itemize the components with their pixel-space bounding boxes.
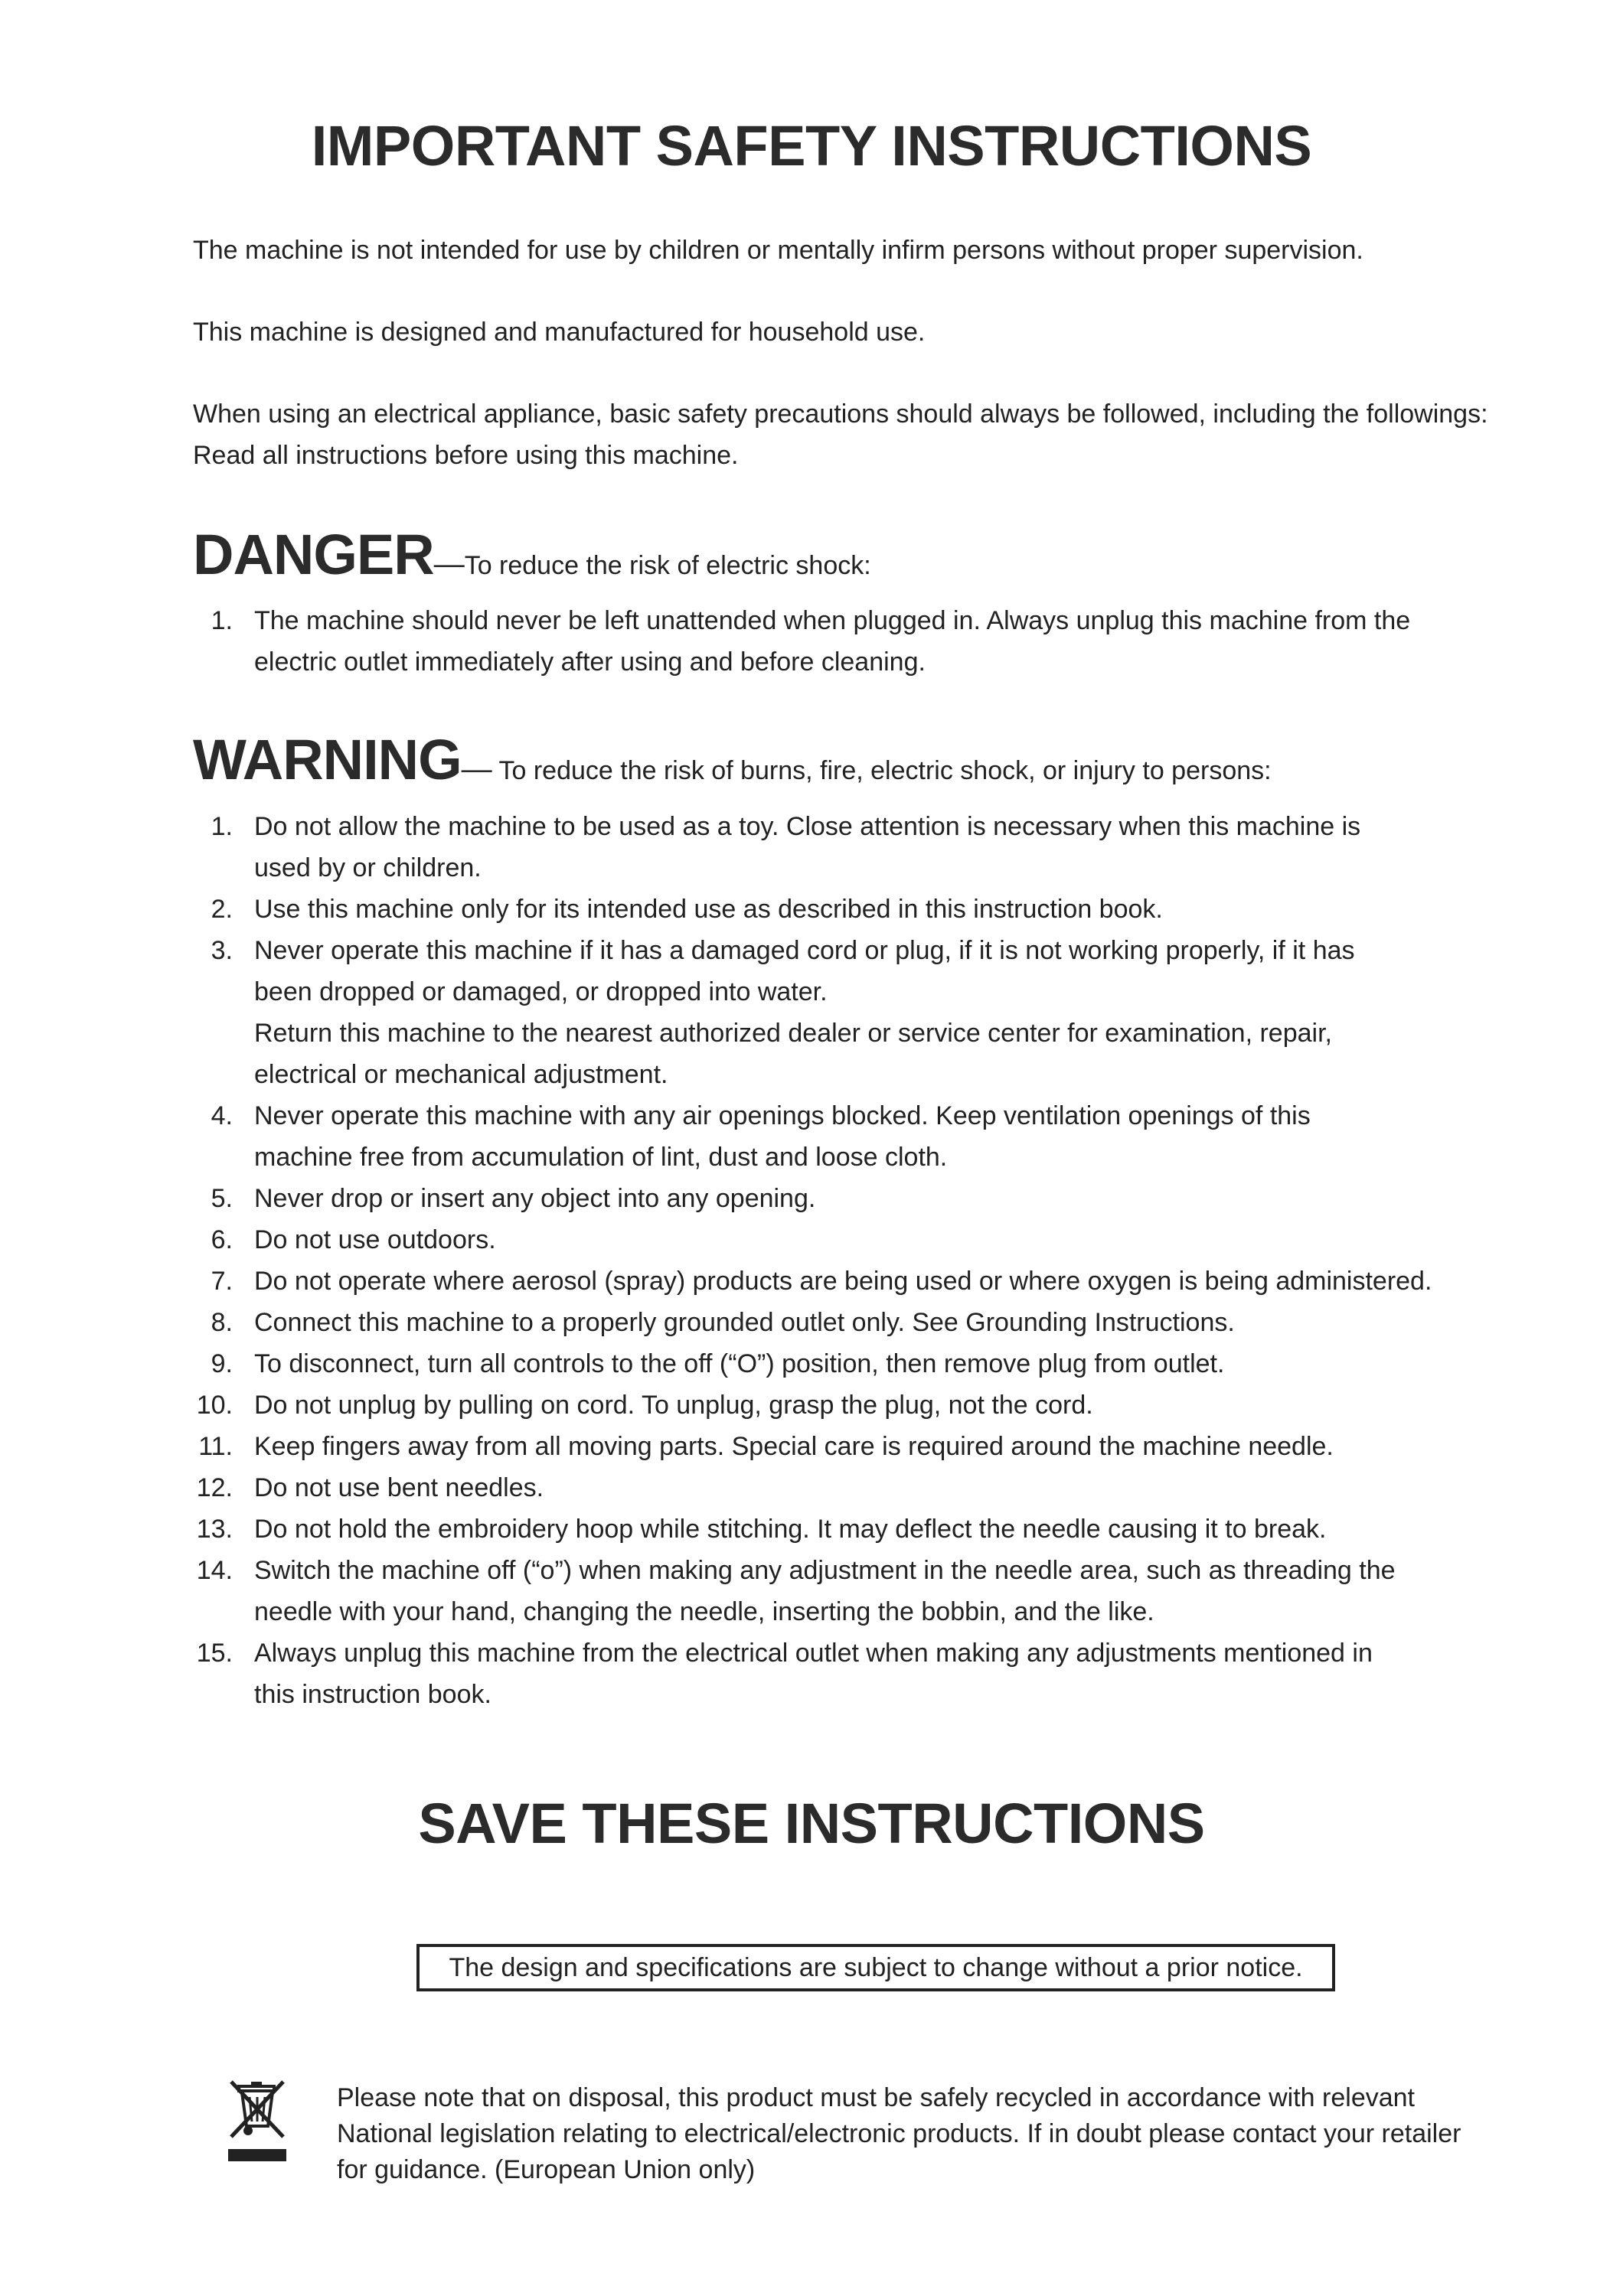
warning-list-item — [193, 1302, 1571, 1343]
item-text: Keep fingers away from all moving parts. Special care is required around the machine needle. — [254, 1432, 1334, 1461]
item-text: Never operate this machine with any air openings blocked. Keep ventilation openings of this — [254, 1101, 1311, 1130]
item-number: 1. — [211, 606, 233, 635]
disposal-notice — [337, 2080, 1592, 2188]
disposal-line: for guidance. (European Union only) — [337, 2155, 756, 2184]
danger-list-item — [193, 600, 1571, 683]
warning-list-item — [193, 1261, 1571, 1302]
warning-list-item — [193, 1219, 1571, 1261]
item-text: been dropped or damaged, or dropped into water. — [254, 977, 828, 1006]
item-number: 14. — [196, 1556, 233, 1585]
item-text: needle with your hand, changing the needle, inserting the bobbin, and the like. — [254, 1597, 1154, 1626]
intro-paragraph-3 — [193, 393, 1540, 476]
intro-line: The machine is not intended for use by children or mentally infirm persons without proper supervision. — [193, 236, 1363, 265]
item-text: To disconnect, turn all controls to the off (“O”) position, then remove plug from outlet. — [254, 1349, 1225, 1378]
item-text: used by or children. — [254, 853, 482, 882]
warning-list-item — [193, 889, 1571, 930]
danger-list — [193, 600, 1571, 683]
intro-paragraph-2 — [193, 311, 1540, 353]
warning-dash: — — [461, 752, 492, 786]
warning-list-item — [193, 1343, 1571, 1384]
warning-list-item — [193, 1550, 1571, 1632]
danger-label: DANGER — [193, 523, 434, 586]
warning-list-item — [193, 1467, 1571, 1508]
warning-list — [193, 806, 1571, 1715]
item-number: 6. — [211, 1225, 233, 1254]
warning-list-item — [193, 1508, 1571, 1550]
item-number: 10. — [196, 1391, 233, 1420]
danger-dash: — — [433, 547, 465, 581]
item-text: electric outlet immediately after using and before cleaning. — [254, 647, 926, 677]
item-number: 11. — [198, 1432, 233, 1461]
item-text: Never drop or insert any object into any opening. — [254, 1184, 816, 1213]
warning-list-item — [193, 1095, 1571, 1178]
warning-list-item — [193, 1384, 1571, 1426]
intro-paragraph-1 — [193, 230, 1540, 271]
item-number: 7. — [211, 1267, 233, 1296]
warning-list-item — [193, 806, 1571, 889]
warning-list-item — [193, 1426, 1571, 1467]
item-text: Use this machine only for its intended use as described in this instruction book. — [254, 895, 1163, 924]
intro-line: When using an electrical appliance, basic safety precautions should always be followed, including the followings: — [193, 400, 1488, 429]
intro-line: Read all instructions before using this machine. — [193, 441, 739, 470]
page-title: IMPORTANT SAFETY INSTRUCTIONS — [311, 114, 1312, 178]
danger-description: To reduce the risk of electric shock: — [464, 551, 871, 580]
intro-line: This machine is designed and manufactured for household use. — [193, 318, 926, 347]
item-text: this instruction book. — [254, 1680, 491, 1709]
item-text: Do not use outdoors. — [254, 1225, 496, 1254]
item-number: 5. — [211, 1184, 233, 1213]
item-number: 12. — [196, 1473, 233, 1502]
item-number: 1. — [211, 812, 233, 841]
save-instructions-title: SAVE THESE INSTRUCTIONS — [418, 1792, 1205, 1855]
item-text: Do not unplug by pulling on cord. To unplug, grasp the plug, not the cord. — [254, 1391, 1093, 1420]
specifications-notice: The design and specifications are subject to change without a prior notice. — [416, 1944, 1335, 1991]
warning-heading — [193, 727, 1272, 792]
item-text: Do not operate where aerosol (spray) products are being used or where oxygen is being administered. — [254, 1267, 1432, 1296]
warning-description: To reduce the risk of burns, fire, electric shock, or injury to persons: — [491, 756, 1272, 785]
disposal-line: Please note that on disposal, this product must be safely recycled in accordance with relevant — [337, 2083, 1415, 2112]
warning-list-item — [193, 1178, 1571, 1219]
item-text: Never operate this machine if it has a damaged cord or plug, if it is not working properly, if it has — [254, 936, 1355, 965]
item-text: Return this machine to the nearest authorized dealer or service center for examination, repair, — [254, 1019, 1332, 1048]
item-number: 8. — [211, 1308, 233, 1337]
crossed-out-wheelie-bin-icon — [227, 2079, 288, 2163]
warning-list-item — [193, 1632, 1571, 1715]
item-text: Connect this machine to a properly grounded outlet only. See Grounding Instructions. — [254, 1308, 1235, 1337]
item-text: The machine should never be left unattended when plugged in. Always unplug this machine from the — [254, 606, 1411, 635]
item-number: 9. — [211, 1349, 233, 1378]
item-number: 4. — [211, 1101, 233, 1130]
danger-heading — [193, 522, 871, 587]
disposal-line: National legislation relating to electrical/electronic products. If in doubt please contact your retailer — [337, 2119, 1461, 2148]
item-text: Do not allow the machine to be used as a toy. Close attention is necessary when this machine is — [254, 812, 1361, 841]
warning-label: WARNING — [193, 728, 462, 791]
item-number: 13. — [196, 1515, 233, 1544]
item-text: Do not hold the embroidery hoop while stitching. It may deflect the needle causing it to break. — [254, 1515, 1327, 1544]
warning-list-item — [193, 930, 1571, 1095]
item-number: 2. — [211, 895, 233, 924]
item-text: Always unplug this machine from the electrical outlet when making any adjustments mentioned in — [254, 1639, 1373, 1668]
item-number: 15. — [196, 1639, 233, 1668]
item-number: 3. — [211, 936, 233, 965]
item-text: Switch the machine off (“o”) when making any adjustment in the needle area, such as threading the — [254, 1556, 1396, 1585]
item-text: electrical or mechanical adjustment. — [254, 1060, 668, 1089]
item-text: Do not use bent needles. — [254, 1473, 544, 1502]
item-text: machine free from accumulation of lint, dust and loose cloth. — [254, 1143, 948, 1172]
